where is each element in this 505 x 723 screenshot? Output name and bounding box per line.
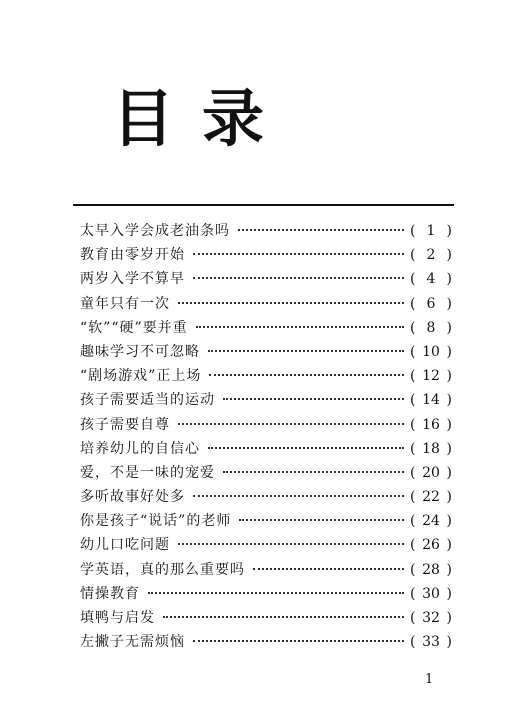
dot-leader: [178, 302, 404, 304]
toc-entry-title: 幼儿口吃问题: [80, 537, 170, 554]
toc-entry-page: ( 28 ): [410, 561, 452, 578]
toc-entry[interactable]: [80, 413, 452, 437]
toc-entry[interactable]: [80, 292, 452, 316]
toc-entry-page: ( 18 ): [410, 440, 452, 457]
dot-leader: [163, 616, 404, 618]
toc-entry-page: ( 22 ): [410, 489, 452, 506]
toc-entry-title: “软”“硬”要并重: [80, 319, 188, 336]
toc-entry[interactable]: [80, 437, 452, 461]
toc-entry-page: ( 20 ): [410, 464, 452, 481]
dot-leader: [193, 640, 404, 642]
dot-leader: [223, 398, 404, 400]
toc-entry-page: ( 1 ): [410, 223, 452, 239]
toc-entry-title: 左撇子无需烦恼: [80, 634, 185, 651]
toc-entry[interactable]: [80, 340, 452, 364]
dot-leader: [193, 495, 404, 497]
toc-entry-page: ( 2 ): [410, 247, 452, 264]
toc-entry-page: ( 33 ): [410, 634, 452, 651]
toc-entry-page: ( 16 ): [410, 416, 452, 433]
toc-entry[interactable]: [80, 582, 452, 606]
toc-entry[interactable]: [80, 388, 452, 412]
dot-leader: [208, 350, 404, 352]
dot-leader: [223, 471, 404, 473]
dot-leader: [238, 229, 404, 231]
toc-entry[interactable]: [80, 533, 452, 557]
toc-entry-title: 学英语，真的那么重要吗: [80, 561, 245, 578]
toc-entry[interactable]: [80, 630, 452, 654]
toc-entry-title: 培养幼儿的自信心: [80, 440, 200, 457]
toc-entry[interactable]: [80, 243, 452, 267]
toc-entry-title: 童年只有一次: [80, 295, 170, 312]
dot-leader: [178, 423, 404, 425]
dot-leader: [239, 519, 404, 521]
toc-entry-title: 多听故事好处多: [80, 489, 185, 506]
toc-entry-page: ( 12 ): [410, 368, 452, 385]
toc-entry-page: ( 8 ): [410, 319, 452, 336]
toc-entry-title: 教育由零岁开始: [80, 247, 185, 264]
dot-leader: [208, 447, 404, 449]
toc-entry-page: ( 24 ): [410, 513, 452, 530]
toc-entry-title: 孩子需要自尊: [80, 416, 170, 433]
toc-entry-page: ( 6 ): [410, 295, 452, 312]
toc-entry-page: ( 10 ): [410, 343, 452, 360]
toc-entry-page: ( 26 ): [410, 537, 452, 554]
toc-entry-title: 填鸭与启发: [80, 610, 155, 626]
toc-entry-page: ( 4 ): [410, 271, 452, 288]
toc-entry[interactable]: [80, 461, 452, 485]
toc-entry[interactable]: [80, 606, 452, 630]
toc-entry-page: ( 32 ): [410, 610, 452, 626]
toc-entry-title: “剧场游戏”正上场: [80, 368, 202, 385]
toc-entry-title: 爱，不是一味的宠爱: [80, 464, 215, 481]
title-rule: [73, 204, 454, 206]
table-of-contents: [80, 219, 452, 654]
toc-entry-title: 两岁入学不算早: [80, 271, 185, 288]
toc-entry[interactable]: [80, 316, 452, 340]
toc-entry-title: 趣味学习不可忽略: [80, 343, 200, 360]
toc-entry[interactable]: [80, 267, 452, 291]
toc-entry[interactable]: [80, 509, 452, 533]
toc-entry[interactable]: [80, 485, 452, 509]
toc-entry-title: 孩子需要适当的运动: [80, 392, 215, 409]
dot-leader: [193, 277, 404, 279]
dot-leader: [193, 253, 404, 255]
dot-leader: [253, 568, 404, 570]
dot-leader: [209, 374, 404, 376]
dot-leader: [178, 543, 404, 545]
toc-entry[interactable]: [80, 219, 452, 243]
toc-entry-page: ( 30 ): [410, 585, 452, 602]
page-number: 1: [425, 672, 434, 687]
toc-entry[interactable]: [80, 364, 452, 388]
toc-entry-page: ( 14 ): [410, 392, 452, 409]
dot-leader: [196, 326, 404, 328]
toc-entry-title: 太早入学会成老油条吗: [80, 223, 230, 239]
page-title: 目录: [112, 82, 293, 155]
dot-leader: [148, 592, 404, 594]
toc-entry-title: 你是孩子“说话”的老师: [80, 513, 232, 530]
toc-entry-title: 情操教育: [80, 585, 140, 602]
toc-entry[interactable]: [80, 558, 452, 582]
